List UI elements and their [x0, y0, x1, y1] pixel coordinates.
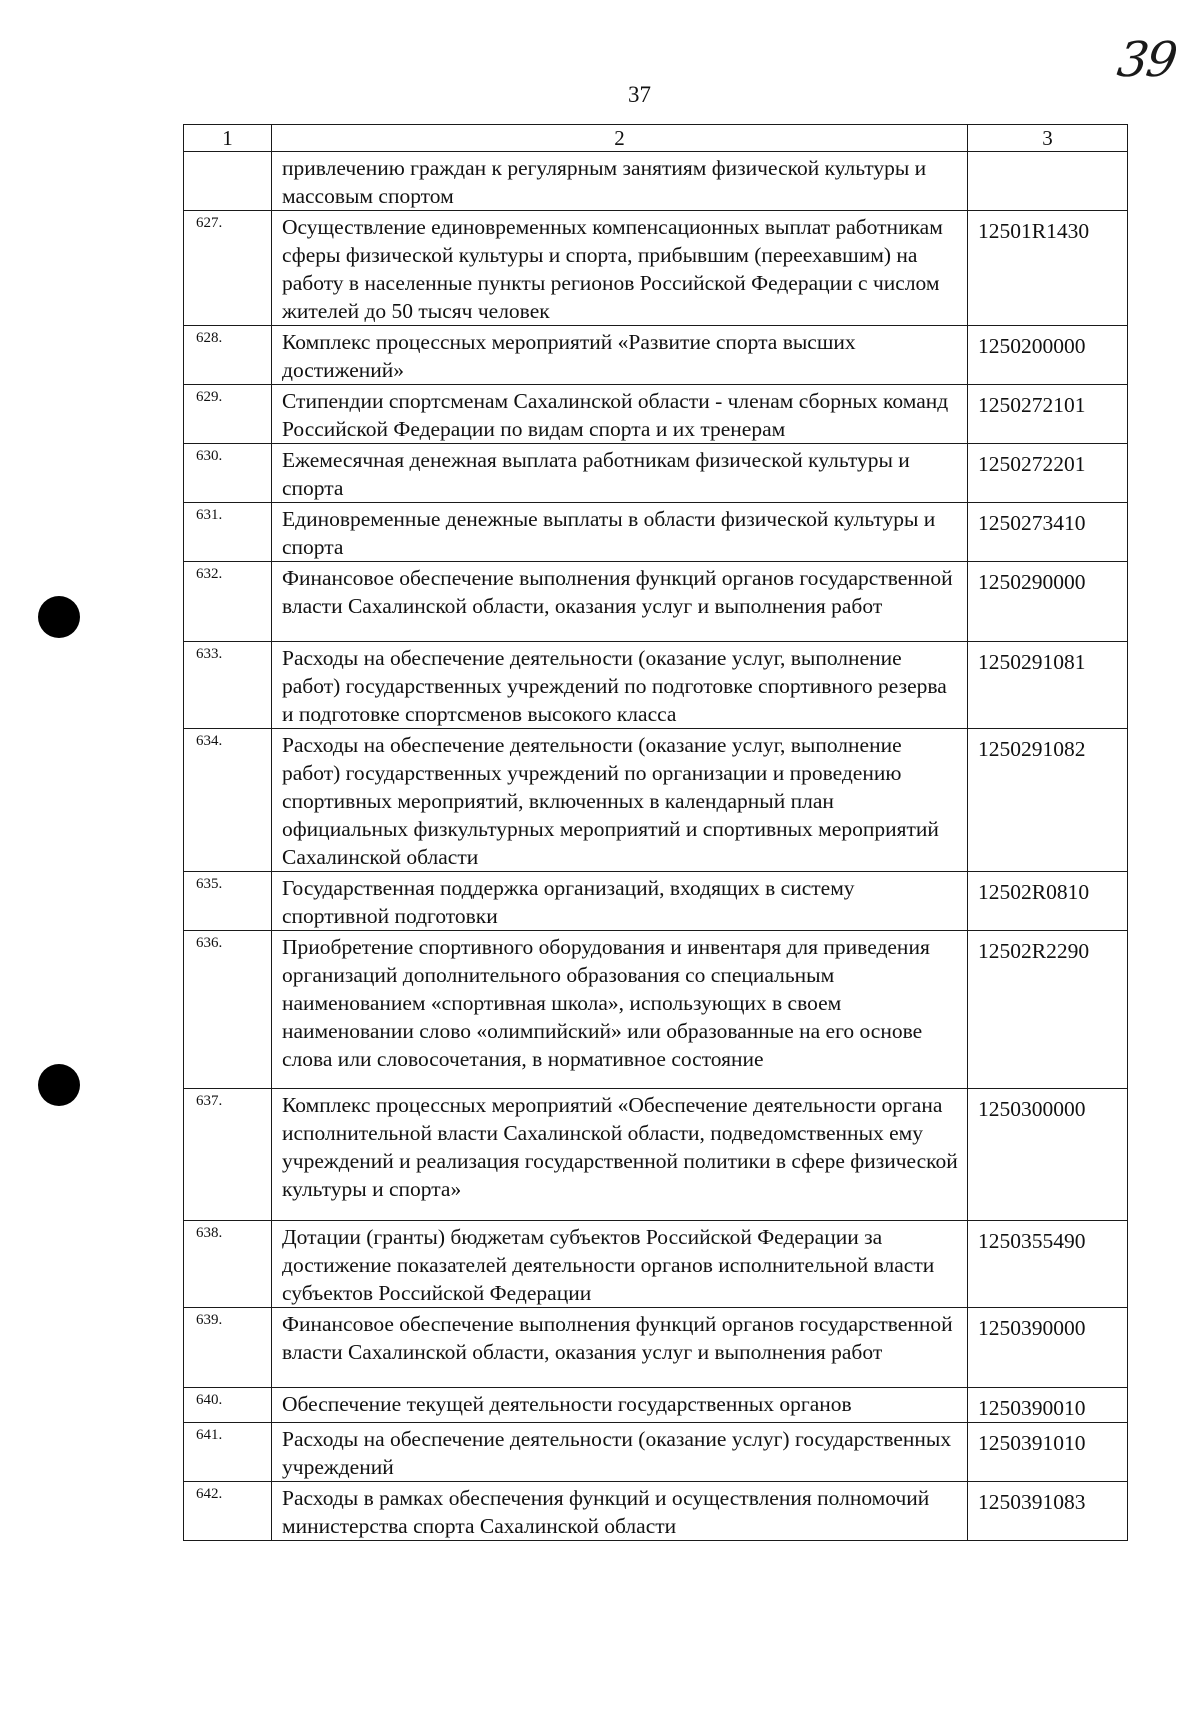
- row-code: 1250200000: [968, 326, 1128, 385]
- row-number: 630.: [184, 444, 272, 503]
- row-number: 639.: [184, 1308, 272, 1388]
- row-code: 1250273410: [968, 503, 1128, 562]
- row-description: Финансовое обеспечение выполнения функций органов государственной власти Сахалинской области, оказания услуг и выполнения работ: [272, 562, 968, 642]
- row-number: 637.: [184, 1089, 272, 1221]
- row-code: 1250272101: [968, 385, 1128, 444]
- table-body: [184, 152, 1128, 1541]
- header-column-2: 2: [272, 125, 968, 152]
- header-column-1: 1: [184, 125, 272, 152]
- row-number: 629.: [184, 385, 272, 444]
- budget-classification-table: [183, 124, 1128, 1541]
- binder-hole-bottom: [38, 1064, 80, 1106]
- table-row: [184, 444, 1128, 503]
- row-description: Государственная поддержка организаций, входящих в систему спортивной подготовки: [272, 872, 968, 931]
- row-description: Ежемесячная денежная выплата работникам физической культуры и спорта: [272, 444, 968, 503]
- binder-hole-top: [38, 596, 80, 638]
- row-description: Осуществление единовременных компенсационных выплат работникам сферы физической культуры и спорта, прибывшим (переехавшим) на работу в населенные пункты регионов Российской Федерации с числом жителей до 50 тысяч человек: [272, 211, 968, 326]
- row-description: привлечению граждан к регулярным занятиям физической культуры и массовым спортом: [272, 152, 968, 211]
- row-code: 1250390010: [968, 1388, 1128, 1423]
- table-row: [184, 642, 1128, 729]
- row-code: 1250300000: [968, 1089, 1128, 1221]
- table-row: [184, 1089, 1128, 1221]
- row-code: 1250272201: [968, 444, 1128, 503]
- row-description: Обеспечение текущей деятельности государственных органов: [272, 1388, 968, 1423]
- row-description: Комплекс процессных мероприятий «Развитие спорта высших достижений»: [272, 326, 968, 385]
- row-number: 633.: [184, 642, 272, 729]
- page-number: 37: [628, 82, 651, 107]
- row-number: 641.: [184, 1423, 272, 1482]
- table-row: [184, 385, 1128, 444]
- row-number: 634.: [184, 729, 272, 872]
- row-description: Расходы на обеспечение деятельности (оказание услуг) государственных учреждений: [272, 1423, 968, 1482]
- table-row: [184, 211, 1128, 326]
- table-row: [184, 1423, 1128, 1482]
- row-number: 636.: [184, 931, 272, 1089]
- row-code: 1250290000: [968, 562, 1128, 642]
- table-row: [184, 1221, 1128, 1308]
- row-code: 1250390000: [968, 1308, 1128, 1388]
- table-row: [184, 562, 1128, 642]
- row-description: Приобретение спортивного оборудования и инвентаря для приведения организаций дополнительного образования со специальным наименованием «спортивная школа», использующих в своем наименовании слово «олимпийский» или образованные на его основе слова или словосочетания, в нормативное состояние: [272, 931, 968, 1089]
- table-row: [184, 152, 1128, 211]
- row-description: Расходы на обеспечение деятельности (оказание услуг, выполнение работ) государственных учреждений по организации и проведению спортивных мероприятий, включенных в календарный план официальных физкультурных мероприятий и спортивных мероприятий Сахалинской области: [272, 729, 968, 872]
- table-header-row: [184, 125, 1128, 152]
- row-number: 628.: [184, 326, 272, 385]
- row-code: 12502R2290: [968, 931, 1128, 1089]
- table-row: [184, 326, 1128, 385]
- row-code: 1250391010: [968, 1423, 1128, 1482]
- table-row: [184, 503, 1128, 562]
- header-column-3: 3: [968, 125, 1128, 152]
- handwritten-page-number: 39: [1114, 32, 1180, 88]
- row-number: 642.: [184, 1482, 272, 1541]
- row-code: 12502R0810: [968, 872, 1128, 931]
- table-row: [184, 1308, 1128, 1388]
- row-description: Единовременные денежные выплаты в области физической культуры и спорта: [272, 503, 968, 562]
- row-description: Дотации (гранты) бюджетам субъектов Российской Федерации за достижение показателей деятельности органов исполнительной власти субъектов Российской Федерации: [272, 1221, 968, 1308]
- row-code: 1250291081: [968, 642, 1128, 729]
- row-number: 631.: [184, 503, 272, 562]
- row-description: Стипендии спортсменам Сахалинской области - членам сборных команд Российской Федерации по видам спорта и их тренерам: [272, 385, 968, 444]
- row-code: 1250291082: [968, 729, 1128, 872]
- row-number: 640.: [184, 1388, 272, 1423]
- row-code: [968, 152, 1128, 211]
- row-code: 1250391083: [968, 1482, 1128, 1541]
- row-code: 1250355490: [968, 1221, 1128, 1308]
- table-row: [184, 729, 1128, 872]
- row-description: Комплекс процессных мероприятий «Обеспечение деятельности органа исполнительной власти Сахалинской области, подведомственных ему учреждений и реализация государственной политики в сфере физической культуры и спорта»: [272, 1089, 968, 1221]
- row-number: 632.: [184, 562, 272, 642]
- row-number: 627.: [184, 211, 272, 326]
- row-description: Расходы в рамках обеспечения функций и осуществления полномочий министерства спорта Сахалинской области: [272, 1482, 968, 1541]
- row-description: Финансовое обеспечение выполнения функций органов государственной власти Сахалинской области, оказания услуг и выполнения работ: [272, 1308, 968, 1388]
- table-row: [184, 1482, 1128, 1541]
- row-description: Расходы на обеспечение деятельности (оказание услуг, выполнение работ) государственных учреждений по подготовке спортивного резерва и подготовке спортсменов высокого класса: [272, 642, 968, 729]
- row-number: 635.: [184, 872, 272, 931]
- table-row: [184, 1388, 1128, 1423]
- row-code: 12501R1430: [968, 211, 1128, 326]
- table-row: [184, 872, 1128, 931]
- row-number: [184, 152, 272, 211]
- row-number: 638.: [184, 1221, 272, 1308]
- table-row: [184, 931, 1128, 1089]
